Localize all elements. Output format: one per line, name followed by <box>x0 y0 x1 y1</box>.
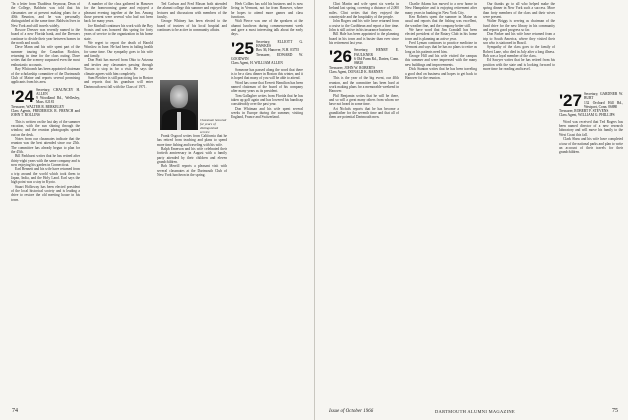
right-column-2 <box>405 2 477 410</box>
paragraph: Charlie Adams has moved to a new home in New Hampshire and is enjoying retirement after many years in banking in New York City. <box>405 2 477 15</box>
class-heading-25 <box>231 40 303 66</box>
paragraph: Word has come that Everett Hamilton has been named chairman of the board of his company after many years as its president. <box>231 80 303 94</box>
class-year: '27 <box>559 91 582 110</box>
class-heading-26 <box>329 48 399 74</box>
paragraph: Phil Benjamin writes that he will be there, and so will a great many others from whom we have not heard in some time. <box>329 93 399 107</box>
class-secretary: Secretary, GARDNER W. BURT <box>583 92 623 101</box>
paragraph: Bob Merrill reports a pleasant visit with several classmates at the Dartmouth Club of New York luncheon in the spring. <box>157 164 227 178</box>
class-year: '25 <box>231 38 254 58</box>
paragraph: This is the year of the big event, our 40th reunion, and the committee has been hard at work making plans for a memorable weekend in Hanover. <box>329 76 399 94</box>
paragraph: Clark Shaw and his wife have completed a tour of the national parks and plan to write an account of their travels for their grandchildren. <box>559 137 623 155</box>
paragraph: Ed Sawyer writes that he has retired from his position with the state and is looking forward to more time for reading and travel. <box>483 58 555 72</box>
paragraph: Don Pratt has moved from Ohio to Arizona and invites any classmates passing through Tucson to stop in for a visit. He says the climate agrees with him completely. <box>84 58 153 76</box>
class-treasurer: Treasurer, JOHN W. ROBERTS <box>329 65 376 70</box>
paragraph: Ray Whitcomb has been appointed chairman of the scholarship committee of the Dartmouth Club of Maine and reports several promising applicants from his area. <box>11 67 80 85</box>
paragraph: We have word that Jim Crandall has been elected president of the Rotary Club in his home town and is planning an active year. <box>405 28 477 41</box>
paragraph: Walt Pierce was one of the speakers at the alumni luncheon during commencement week and gave a most interesting talk about the early days. <box>231 19 303 37</box>
class-address: 132 Orchard Hill Rd., Westport, Conn. 06880 <box>583 100 623 109</box>
class-agent: Class Agent, WILLIAM G. PHILLIPS <box>559 113 615 118</box>
class-secretary: Secretary, HENRY E. FAULKNER <box>353 48 399 57</box>
paragraph: Joe Kimball continues his work with the Boy Scouts and was honored this spring for forty years of service to the organization in his home state. <box>84 23 153 41</box>
left-column-1 <box>11 2 80 410</box>
left-column-2 <box>84 2 153 410</box>
paragraph: Roscoe Dresser was recently named to the board of a new Florida bank, and the Dressers continue to divide their year between homes in the north and south. <box>11 28 80 46</box>
paragraph: Herb Collins has sold his business and is now living in Vermont, not far from Hanover, where he hopes to attend more games and class functions. <box>231 2 303 20</box>
issue-date: Issue of October 1966 <box>329 409 374 414</box>
right-column-4 <box>559 2 623 410</box>
portrait-face <box>170 85 188 108</box>
classmate-portrait-photo <box>160 80 198 130</box>
paragraph: Fred Lyman continues to practice medicine in Vermont and says that he has no plans to retire as long as his patients need him. <box>405 41 477 54</box>
paragraph: Sympathy of the class goes to the family of Robert Lane, who died in July after a long illness. Bob was a loyal member of the class. <box>483 45 555 59</box>
class-treasurer: Treasurer, ROBERT F. STEVENS <box>559 109 609 114</box>
paragraph: Frank Osgood writes from California that he has retired from teaching and plans to spend more time fishing and traveling with his wife. <box>157 134 227 147</box>
class-agents: Class Agents, FREDERICK R. FRENCH and JOHN T. ROLLINS <box>11 109 80 118</box>
paragraph: Don Whitman and his wife spent several weeks in Europe during the summer, visiting England, France and Switzerland. <box>231 106 303 120</box>
paragraph: Ken Roberts spent the summer in Maine as usual and reports that the fishing was excellent, the weather fine, and the company better still. <box>405 15 477 28</box>
magazine-footer: DARTMOUTH ALUMNI MAGAZINE <box>435 409 515 414</box>
left-column-4 <box>231 2 303 410</box>
class-address: 6 Old Farm Rd., Darien, Conn. 06820 <box>353 57 399 66</box>
paragraph: Bill Parkhurst writes that he has retired after thirty-eight years with the same company and is now enjoying his garden in Connecticut. <box>11 154 80 168</box>
right-page <box>315 0 628 420</box>
paragraph: Walter Briggs is serving as chairman of the fund drive for the new library in his community and reports good progress so far. <box>483 19 555 33</box>
paragraph: Sam Fletcher is still practicing law in Boston and reports that his grandson will enter Dartmouth next fall with the Class of 1971. <box>84 75 153 89</box>
class-secretary: Secretary, CHAUNCEY H. ALLEN <box>35 87 80 96</box>
paragraph: Tom Gallagher writes from Florida that he has taken up golf again and has lowered his handicap considerably over the past year. <box>231 93 303 107</box>
paragraph: Word was received that Ted Rogers has been named director of a new research laboratory and will move his family to the West Coast this fall. <box>559 119 623 137</box>
class-agent: Class Agent, H. WILLIAM ALLEN <box>231 61 283 66</box>
paragraph: Earl Bennett and his wife have returned from a trip around the world which took them to Japan, India, and the Holy Land. Earl says the high point was a stay in Kyoto. <box>11 167 80 185</box>
left-column-3-lower <box>157 134 227 410</box>
paragraph: We regret to report the death of Harold Winslow in June. He had been in failing health for some time. Our sympathy goes to his wife and family. <box>84 41 153 59</box>
class-address: Box 36, Hanover, N.H. 03755 <box>255 48 300 53</box>
paragraph: Art Nichols reports that he has become a grandfather for the seventh time and that all of them are potential Dartmouth men. <box>329 106 399 120</box>
portrait-tie <box>177 112 180 130</box>
paragraph: Someone has passed along the word that there is to be a class dinner in Boston this winter, and it is hoped that many of you will be able to attend. <box>231 67 303 81</box>
intro-paragraph: "In a letter from Thaddeus Seymour, Dean of the College, Baldwin was told that his classmates are at present making plans for a 40th Reunion, and he was personally distinguished at the same time. Baldwin lives in New York and still travels widely. <box>11 2 80 28</box>
photo-caption: Classmate honored for years of distinguished service <box>200 118 227 134</box>
paragraph: George Whitney has been elected to the board of trustees of his local hospital and continues to be active in community affairs. <box>157 19 227 33</box>
class-heading-24 <box>11 88 80 118</box>
left-folio: 74 <box>12 408 18 414</box>
paragraph: Clint Martin and wife spent six weeks in Ireland last spring, covering a distance of 2,000 miles. Clint writes that they enjoyed the countryside and the hospitality of the people. <box>329 2 399 20</box>
class-treasurer: Treasurer, EDWARD W. GOODWIN <box>231 52 303 61</box>
paragraph: A number of the class gathered in Hanover for the homecoming game and enjoyed a pleasant evening together at the Inn. Among those present were several who had not been back for many years. <box>84 2 153 24</box>
paragraph: Our thanks go to all who helped make the spring dinner in New York such a success. More than forty members of the class and their wives were present. <box>483 2 555 20</box>
class-address: 9 Woodland Rd., Wellesley, Mass. 02181 <box>35 96 80 105</box>
paragraph: Ralph Emerson and his wife celebrated their fortieth anniversary in August with a family party attended by their children and eleven grandchildren. <box>157 147 227 165</box>
class-secretary: Secretary, ELLIOTT G. HAWKES <box>255 39 303 49</box>
paragraph: Ted Carlson and Fred Mason both attended the alumni college this summer and enjoyed the lectures and discussions with members of the faculty. <box>157 2 227 20</box>
right-column-1 <box>329 2 399 410</box>
paragraph: Dave Mann and his wife spent part of the summer touring the Canadian Rockies, returning in time for the class outing. Dave writes that the scenery surpassed even the most enthusiastic accounts. <box>11 45 80 67</box>
paragraph: Don Parker and his wife have returned from a trip to South America, where they visited their son who is stationed in Brazil. <box>483 32 555 46</box>
paragraph: George Hill and his wife visited the campus this summer and were impressed with the many new buildings and improvements. <box>405 54 477 67</box>
right-column-3 <box>483 2 555 410</box>
paragraph: This is written on the last day of the summer vacation, with the sun shining through the window, and the reunion photographs spread out on the desk. <box>11 119 80 137</box>
class-year: '26 <box>329 47 352 67</box>
class-treasurer: Treasurer, WALTER R. BERKELEY <box>11 104 65 109</box>
class-year: '24 <box>11 86 34 106</box>
paragraph: Bill Hale has been appointed to the planning board in his town and is busier than ever since his retirement last year. <box>329 32 399 46</box>
class-heading-27 <box>559 92 623 118</box>
class-agent: Class Agent, DONALD K. BARNEY <box>329 69 384 74</box>
paragraph: John Rogers and his wife have returned from a cruise to the Caribbean and report a fine time. John is still active in his insurance business. <box>329 19 399 33</box>
paragraph: Notes from our classmates indicate that the reunion was the best attended since our 25th. The committee has already begun to plan for the 45th. <box>11 136 80 155</box>
right-folio: 75 <box>612 408 618 414</box>
paragraph: Stuart Holloway has been elected president of the local historical society and is leading a drive to restore the old meeting house in his town. <box>11 184 80 202</box>
paragraph: Dick Stanton writes that he has been traveling a good deal on business and hopes to get back to Hanover for the reunion. <box>405 67 477 80</box>
